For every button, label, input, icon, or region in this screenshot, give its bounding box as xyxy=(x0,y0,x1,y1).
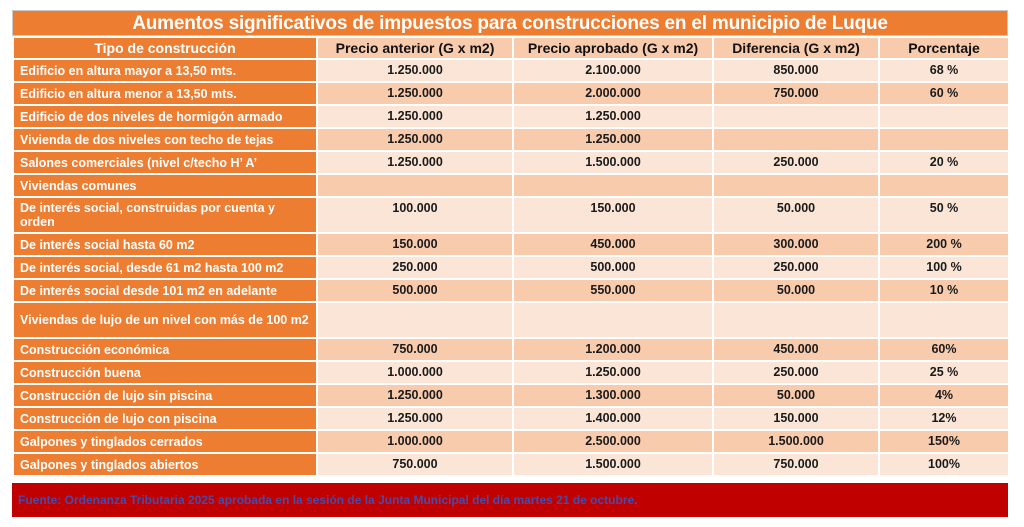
cell-tipo: Salones comerciales (nivel c/techo H’ A’ xyxy=(13,151,317,174)
cell-anterior: 1.250.000 xyxy=(317,384,513,407)
cell-anterior: 750.000 xyxy=(317,453,513,476)
cell-tipo: De interés social desde 101 m2 en adelante xyxy=(13,279,317,302)
cell-anterior: 1.000.000 xyxy=(317,361,513,384)
cell-diferencia: 750.000 xyxy=(713,82,879,105)
table-row xyxy=(13,407,1009,430)
cell-diferencia: 150.000 xyxy=(713,407,879,430)
cell-anterior xyxy=(317,174,513,197)
cell-diferencia: 50.000 xyxy=(713,197,879,233)
table-row xyxy=(13,197,1009,233)
cell-tipo: Galpones y tinglados abiertos xyxy=(13,453,317,476)
cell-anterior xyxy=(317,302,513,338)
cell-porcentaje: 100% xyxy=(879,453,1009,476)
table-row xyxy=(13,302,1009,338)
table-row xyxy=(13,384,1009,407)
cell-tipo: Viviendas de lujo de un nivel con más de 100 m2 xyxy=(13,302,317,338)
table-row xyxy=(13,430,1009,453)
cell-tipo: Galpones y tinglados cerrados xyxy=(13,430,317,453)
cell-aprobado: 2.500.000 xyxy=(513,430,713,453)
cell-tipo: Edificio de dos niveles de hormigón armado xyxy=(13,105,317,128)
cell-aprobado: 1.200.000 xyxy=(513,338,713,361)
table-row xyxy=(13,453,1009,476)
cell-porcentaje: 25 % xyxy=(879,361,1009,384)
table-row xyxy=(13,233,1009,256)
cell-tipo: Edificio en altura menor a 13,50 mts. xyxy=(13,82,317,105)
cell-aprobado: 2.000.000 xyxy=(513,82,713,105)
cell-porcentaje: 68 % xyxy=(879,59,1009,82)
cell-aprobado xyxy=(513,302,713,338)
table-row xyxy=(13,279,1009,302)
table-row xyxy=(13,128,1009,151)
cell-porcentaje: 100 % xyxy=(879,256,1009,279)
cell-diferencia xyxy=(713,128,879,151)
cell-diferencia: 250.000 xyxy=(713,361,879,384)
table-body xyxy=(13,59,1009,476)
source-footer: Fuente: Ordenanza Tributaria 2025 aprobada en la sesión de la Junta Municipal del día martes 21 de octubre. xyxy=(12,483,1008,517)
cell-diferencia: 50.000 xyxy=(713,279,879,302)
cell-aprobado: 1.400.000 xyxy=(513,407,713,430)
header-anterior: Precio anterior (G x m2) xyxy=(317,37,513,59)
cell-porcentaje: 200 % xyxy=(879,233,1009,256)
tax-table-figure xyxy=(12,10,1008,517)
cell-anterior: 1.000.000 xyxy=(317,430,513,453)
cell-tipo: Edificio en altura mayor a 13,50 mts. xyxy=(13,59,317,82)
cell-porcentaje xyxy=(879,128,1009,151)
cell-diferencia: 250.000 xyxy=(713,151,879,174)
cell-diferencia: 750.000 xyxy=(713,453,879,476)
table-row xyxy=(13,256,1009,279)
cell-diferencia: 300.000 xyxy=(713,233,879,256)
cell-diferencia: 1.500.000 xyxy=(713,430,879,453)
cell-aprobado: 2.100.000 xyxy=(513,59,713,82)
cell-diferencia xyxy=(713,302,879,338)
cell-aprobado: 1.300.000 xyxy=(513,384,713,407)
table-row xyxy=(13,59,1009,82)
cell-porcentaje: 12% xyxy=(879,407,1009,430)
cell-tipo: Construcción buena xyxy=(13,361,317,384)
table-row xyxy=(13,82,1009,105)
cell-aprobado: 1.250.000 xyxy=(513,128,713,151)
cell-porcentaje: 60% xyxy=(879,338,1009,361)
cell-tipo: De interés social hasta 60 m2 xyxy=(13,233,317,256)
table-row xyxy=(13,361,1009,384)
cell-anterior: 1.250.000 xyxy=(317,59,513,82)
cell-aprobado: 150.000 xyxy=(513,197,713,233)
cell-diferencia xyxy=(713,105,879,128)
cell-porcentaje: 150% xyxy=(879,430,1009,453)
cell-anterior: 1.250.000 xyxy=(317,407,513,430)
cell-diferencia xyxy=(713,174,879,197)
cell-porcentaje: 4% xyxy=(879,384,1009,407)
header-tipo: Tipo de construcción xyxy=(13,37,317,59)
cell-porcentaje: 50 % xyxy=(879,197,1009,233)
cell-diferencia: 850.000 xyxy=(713,59,879,82)
header-aprobado: Precio aprobado (G x m2) xyxy=(513,37,713,59)
cell-tipo: Viviendas comunes xyxy=(13,174,317,197)
cell-anterior: 500.000 xyxy=(317,279,513,302)
cell-porcentaje: 20 % xyxy=(879,151,1009,174)
header-porcentaje: Porcentaje xyxy=(879,37,1009,59)
cell-aprobado: 1.500.000 xyxy=(513,453,713,476)
cell-tipo: Vivienda de dos niveles con techo de tejas xyxy=(13,128,317,151)
cell-anterior: 750.000 xyxy=(317,338,513,361)
cell-aprobado: 1.250.000 xyxy=(513,105,713,128)
table-row xyxy=(13,105,1009,128)
cell-anterior: 150.000 xyxy=(317,233,513,256)
cell-tipo: Construcción de lujo sin piscina xyxy=(13,384,317,407)
cell-tipo: Construcción económica xyxy=(13,338,317,361)
table-row xyxy=(13,338,1009,361)
cell-tipo: De interés social, construidas por cuenta y orden xyxy=(13,197,317,233)
tax-table xyxy=(12,36,1010,477)
cell-aprobado: 450.000 xyxy=(513,233,713,256)
cell-diferencia: 250.000 xyxy=(713,256,879,279)
table-row xyxy=(13,174,1009,197)
table-title: Aumentos significativos de impuestos para construcciones en el municipio de Luque xyxy=(12,10,1008,36)
cell-anterior: 100.000 xyxy=(317,197,513,233)
cell-anterior: 1.250.000 xyxy=(317,151,513,174)
cell-anterior: 1.250.000 xyxy=(317,128,513,151)
cell-anterior: 1.250.000 xyxy=(317,82,513,105)
cell-anterior: 1.250.000 xyxy=(317,105,513,128)
cell-aprobado: 500.000 xyxy=(513,256,713,279)
header-row xyxy=(13,37,1009,59)
cell-diferencia: 50.000 xyxy=(713,384,879,407)
header-diferencia: Diferencia (G x m2) xyxy=(713,37,879,59)
cell-tipo: Construcción de lujo con piscina xyxy=(13,407,317,430)
cell-porcentaje xyxy=(879,302,1009,338)
cell-aprobado: 550.000 xyxy=(513,279,713,302)
cell-anterior: 250.000 xyxy=(317,256,513,279)
cell-tipo: De interés social, desde 61 m2 hasta 100 m2 xyxy=(13,256,317,279)
table-row xyxy=(13,151,1009,174)
cell-aprobado: 1.500.000 xyxy=(513,151,713,174)
cell-porcentaje: 60 % xyxy=(879,82,1009,105)
cell-porcentaje xyxy=(879,174,1009,197)
cell-porcentaje xyxy=(879,105,1009,128)
cell-aprobado xyxy=(513,174,713,197)
cell-aprobado: 1.250.000 xyxy=(513,361,713,384)
cell-diferencia: 450.000 xyxy=(713,338,879,361)
cell-porcentaje: 10 % xyxy=(879,279,1009,302)
